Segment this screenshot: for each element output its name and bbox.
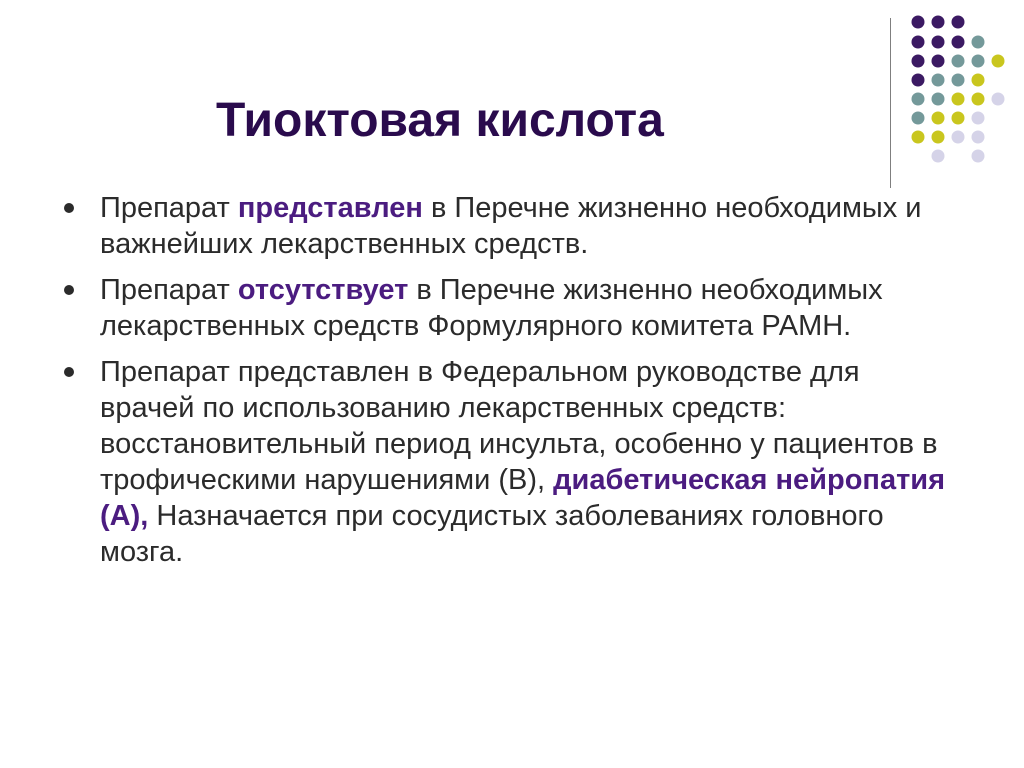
dot xyxy=(912,112,925,125)
bullet-item xyxy=(0,272,1024,344)
dot xyxy=(952,16,965,29)
dot xyxy=(952,93,965,106)
dot xyxy=(952,74,965,87)
dot xyxy=(952,55,965,68)
dot xyxy=(912,131,925,144)
dot xyxy=(912,93,925,106)
dot xyxy=(972,150,985,163)
slide-title: Тиоктовая кислота xyxy=(216,94,664,147)
dot xyxy=(972,55,985,68)
decorative-dot-grid xyxy=(0,0,1024,180)
dot xyxy=(972,131,985,144)
bullet-highlight: диабетическая нейропатия (А), xyxy=(100,464,946,532)
bullet-text: Препарат xyxy=(100,192,238,224)
bullet-item xyxy=(0,190,1024,262)
bullet-highlight: представлен xyxy=(237,192,423,224)
bullet-text: Препарат xyxy=(100,274,238,306)
dot xyxy=(932,93,945,106)
dot xyxy=(992,93,1005,106)
dot xyxy=(972,93,985,106)
bullet-text: Назначается при сосудистых заболеваниях головного мозга. xyxy=(100,500,884,568)
dot xyxy=(952,131,965,144)
dot xyxy=(912,36,925,49)
dot xyxy=(912,74,925,87)
bullet-item xyxy=(0,354,1024,570)
dot xyxy=(952,36,965,49)
dot xyxy=(932,131,945,144)
bullet-text: в Перечне жизненно необходимых и важнейших лекарственных средств. xyxy=(100,192,922,260)
dot xyxy=(972,36,985,49)
dot xyxy=(932,16,945,29)
bullet-text: в Перечне жизненно необходимых лекарственных средств Формулярного комитета РАМН. xyxy=(100,274,883,342)
dot xyxy=(972,74,985,87)
bullet-list xyxy=(0,190,1024,580)
dot xyxy=(932,150,945,163)
dot xyxy=(912,55,925,68)
dot xyxy=(932,36,945,49)
dot xyxy=(992,55,1005,68)
bullet-highlight: отсутствует xyxy=(237,274,409,306)
dot xyxy=(972,112,985,125)
dot xyxy=(932,55,945,68)
bullet-text: Препарат представлен в Федеральном руководстве для врачей по использованию лекарственных средств: восстановительный период инсульта, особенно у пациентов в трофическими нарушениями (В), xyxy=(100,356,938,496)
dot xyxy=(932,74,945,87)
dot xyxy=(932,112,945,125)
dot xyxy=(912,16,925,29)
dot xyxy=(952,112,965,125)
